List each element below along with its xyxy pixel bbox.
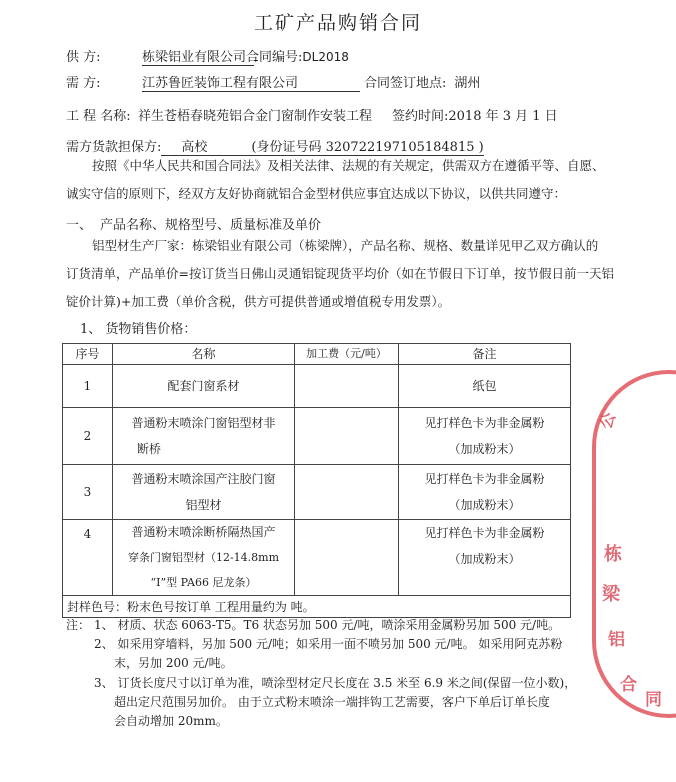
row-note-line: （加成粉末） xyxy=(448,442,521,456)
svg-text:铝: 铝 xyxy=(608,630,625,650)
row-note-line: 见打样色卡为非金属粉 xyxy=(424,472,545,486)
row-note-line: 见打样色卡为非金属粉 xyxy=(424,526,545,540)
row-note-line: 见打样色卡为非金属粉 xyxy=(424,416,545,430)
contract-no xyxy=(246,46,349,65)
row-name xyxy=(113,465,295,520)
sign-place-label: 合同签订地点: xyxy=(364,76,447,91)
sign-time xyxy=(392,105,558,124)
row-name-line: 普通粉末喷涂国产注胶门窗 xyxy=(131,472,276,486)
seal-lettering xyxy=(590,360,676,730)
row-name-line: 穿条门窗铝型材（12-14.8mm xyxy=(127,551,280,564)
row-no: 1 xyxy=(63,365,113,408)
svg-text:公: 公 xyxy=(595,409,620,432)
table-header-row xyxy=(63,344,571,365)
project-label: 工 程 名称: xyxy=(66,109,131,124)
section-1-line-3: 锭价计算)+加工费（单价含税，供方可提供普通或增值税专用发票）。 xyxy=(66,294,451,309)
guarantor-label: 需方货款担保方: xyxy=(66,140,162,155)
row-no: 3 xyxy=(63,465,113,520)
buyer-name-value: 江苏鲁匠装饰工程有限公司 xyxy=(142,72,360,92)
note-line: 1、 材质、状态 6063-T5。T6 状态另加 500 元/吨，喷涂采用金属粉另加 500 元/吨。 xyxy=(94,618,561,632)
contract-no-value: DL2018 xyxy=(302,50,349,64)
svg-text:栋: 栋 xyxy=(604,544,622,565)
row-name-line: 铝型材 xyxy=(185,498,222,512)
intro-line-1: 按照《中华人民共和国合同法》及相关法律、法规的有关规定，供需双方在遵循平等、自愿、 xyxy=(92,158,605,173)
row-name xyxy=(113,520,295,596)
supplier-name-value: 栋梁铝业有限公司 xyxy=(142,46,254,66)
header-name: 名称 xyxy=(113,344,295,365)
section-1-number: 一、 xyxy=(66,218,93,233)
sign-place-value: 湖州 xyxy=(454,76,481,91)
row-note-line: （加成粉末） xyxy=(448,552,521,566)
guarantor-id: (身份证号码 320722197105184815 ) xyxy=(251,136,483,156)
intro-line-2: 诚实守信的原则下，经双方友好协商就铝合金型材供应事宜达成以下协议，以供共同遵守： xyxy=(66,186,567,201)
row-name-line: 普通粉末喷涂断桥隔热国产 xyxy=(131,525,276,539)
note-line: 3、 订货长度尺寸以订单为准，喷涂型材定尺长度在 3.5 米至 6.9 米之间(保留一位小数)， xyxy=(94,676,577,690)
project-name: 祥生苍梧春晓苑铝合金门窗制作安装工程 xyxy=(138,109,373,124)
note-line: 会自动增加 20mm。 xyxy=(114,714,228,728)
row-note-line: 纸包 xyxy=(472,379,497,393)
sign-time-value: 2018 年 3 月 1 日 xyxy=(448,109,558,124)
note-line: 2、 如采用穿墙料，另加 500 元/吨；如采用一面不喷另加 500 元/吨。 如采用阿克苏粉 xyxy=(94,637,563,651)
table-row xyxy=(63,520,571,596)
svg-text:梁: 梁 xyxy=(602,584,620,605)
row-name xyxy=(113,408,295,465)
row-note-line: （加成粉末） xyxy=(448,498,521,512)
supplier-name xyxy=(142,46,258,66)
svg-text:同: 同 xyxy=(645,690,662,710)
row-no: 4 xyxy=(63,520,113,596)
guarantor-name: 高校 xyxy=(161,136,251,156)
section-1-line-1: 铝型材生产厂家：栋梁铝业有限公司（栋梁牌），产品名称、规格、数量详见甲乙双方确认的 xyxy=(92,238,599,253)
sample-color-note: 封样色号：粉末色号按订单 工程用量约为 吨。 xyxy=(63,596,571,618)
section-1-title: 产品名称、规格型号、质量标准及单价 xyxy=(100,218,322,233)
goods-price-table xyxy=(62,343,571,618)
row-name xyxy=(113,365,295,408)
table-footer-row xyxy=(63,596,571,618)
table-row xyxy=(63,465,571,520)
row-note xyxy=(399,520,571,596)
row-fee xyxy=(295,465,399,520)
row-no: 2 xyxy=(63,408,113,465)
note-line: 超出定尺范围另加价。 由于立式粉末喷涂一端拌钩工艺需要，客户下单后订单长度 xyxy=(114,695,550,709)
row-note xyxy=(399,408,571,465)
row-fee xyxy=(295,408,399,465)
supplier-label: 供 方: xyxy=(66,50,101,65)
table-row xyxy=(63,408,571,465)
buyer-label: 需 方: xyxy=(66,76,101,91)
row-note xyxy=(399,365,571,408)
svg-text:合: 合 xyxy=(620,675,637,695)
contract-no-label: 合同编号: xyxy=(246,50,303,65)
notes-label: 注： xyxy=(66,618,91,632)
row-name-line: “I”型 PA66 尼龙条） xyxy=(150,576,257,589)
sign-time-label: 签约时间: xyxy=(392,109,449,124)
row-note xyxy=(399,465,571,520)
section-1-line-2: 订货清单，产品单价=按订货当日佛山灵通铝锭现货平均价（如在节假日下订单，按节假日前一天铝 xyxy=(66,266,614,281)
header-fee: 加工费（元/吨） xyxy=(295,344,399,365)
sign-place xyxy=(364,72,480,91)
note-line: 末，另加 200 元/吨。 xyxy=(114,656,233,670)
header-no: 序号 xyxy=(63,344,113,365)
goods-price-label: 1、 货物销售价格： xyxy=(80,322,197,337)
header-note: 备注 xyxy=(399,344,571,365)
page-title: 工矿产品购销合同 xyxy=(253,12,422,34)
row-fee xyxy=(295,365,399,408)
row-fee xyxy=(295,520,399,596)
row-name-line: 普通粉末喷涂门窗铝型材非 xyxy=(131,416,276,430)
buyer-name xyxy=(142,72,360,92)
table-row xyxy=(63,365,571,408)
row-name-line: 断桥 xyxy=(137,442,162,456)
row-name-line: 配套门窗系材 xyxy=(167,379,240,393)
